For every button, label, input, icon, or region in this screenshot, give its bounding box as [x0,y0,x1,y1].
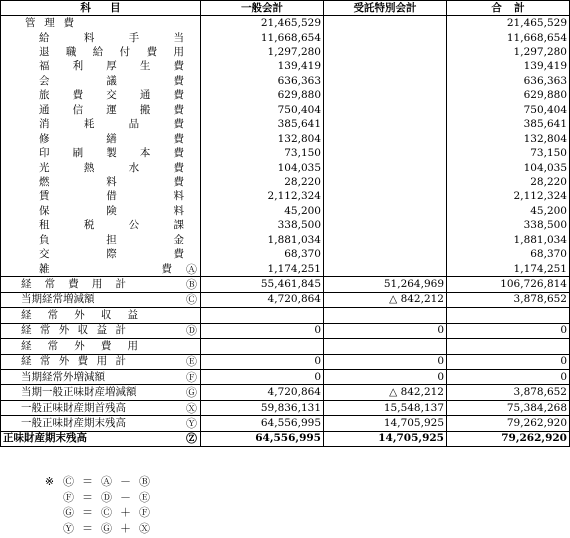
cell-general: 45,200 [201,204,324,218]
cell-trust: 51,264,969 [324,277,447,292]
row-marker: Ⓒ [186,293,197,307]
row-marker: Ⓧ [186,401,197,415]
formula-token: Ⓕ [63,490,74,504]
row-label-text: 修 繕 費 [39,132,184,145]
row-label-text: 一般正味財産期末残高 [21,416,126,429]
cell-trust [324,16,447,31]
cell-total: 0 [447,354,570,369]
header-subject: 科 目 [1,1,201,16]
formula-token: Ⓔ [139,490,150,504]
row-label-text: 経 常 外 費 用 [21,339,138,352]
row-label [1,400,201,415]
row-label-text: 当期経常外増減額 [21,370,105,383]
header-general: 一般会計 [201,1,324,16]
cell-total: 21,465,529 [447,16,570,31]
table-row [1,308,570,323]
row-label [1,277,201,292]
row-label-text: 消 耗 品 費 [39,118,184,131]
row-label-text: 正味財産期末残高 [3,432,87,445]
cell-total: 385,641 [447,118,570,132]
cell-total: 68,370 [447,247,570,261]
row-label-text: 燃 料 費 [39,175,184,188]
row-label-text: 雑 費 [39,262,172,275]
row-label [1,219,201,233]
cell-trust [324,247,447,261]
cell-trust [324,132,447,146]
row-label [1,233,201,247]
row-label-text: 退 職 給 付 費 用 [39,46,184,59]
cell-general: 59,836,131 [201,400,324,415]
table-row [1,292,570,307]
row-label [1,308,201,323]
cell-total: 1,297,280 [447,45,570,59]
cell-total: 338,500 [447,219,570,233]
row-label-text: 賃 借 料 [39,190,184,203]
cell-trust [324,74,447,88]
row-label [1,190,201,204]
table-row [1,60,570,74]
formula-token [40,521,59,537]
cell-general: 385,641 [201,118,324,132]
cell-general: 73,150 [201,146,324,160]
cell-total: 79,262,920 [447,431,570,446]
cell-total: 11,668,654 [447,31,570,45]
row-marker: Ⓔ [186,355,197,369]
row-label-text: 通 信 運 搬 費 [39,103,184,116]
cell-trust: 15,548,137 [324,400,447,415]
cell-trust [324,31,447,45]
cell-total: 1,174,251 [447,262,570,277]
table-row [1,16,570,31]
row-label-text: 光 熱 水 費 [39,161,184,174]
row-label [1,175,201,189]
cell-total: 79,262,920 [447,416,570,431]
formula-token: Ⓕ [139,506,150,520]
row-label-text: 経 常 外 収 益 [21,308,138,321]
row-label-text: 経 常 外 収 益 計 [21,324,126,337]
row-label-text: 会 議 費 [39,74,184,87]
cell-trust [324,190,447,204]
table-row [1,354,570,369]
formula-token: ＝ [82,521,93,535]
cell-trust [324,60,447,74]
row-label-text: 管 理 費 [25,17,74,30]
cell-total: 104,035 [447,161,570,175]
cell-total: 3,878,652 [447,292,570,307]
cell-trust: 0 [324,323,447,338]
cell-general: 1,174,251 [201,262,324,277]
formula-token: － [120,490,131,504]
row-label-text: 旅 費 交 通 費 [39,89,184,102]
cell-trust [324,118,447,132]
cell-total: 3,878,652 [447,385,570,400]
cell-trust: 14,705,925 [324,416,447,431]
cell-general: 338,500 [201,219,324,233]
cell-general: 750,404 [201,103,324,117]
formula-token: Ⓐ [101,475,112,488]
table-row [1,103,570,117]
header-total: 合 計 [447,1,570,16]
cell-general: 0 [201,323,324,338]
row-label [1,60,201,74]
cell-trust: △ 842,212 [324,385,447,400]
row-label [1,385,201,400]
table-row [1,247,570,261]
row-label [1,74,201,88]
table-row [1,118,570,132]
formula-token: ＝ [82,490,93,504]
cell-trust: △ 842,212 [324,292,447,307]
table-row [1,431,570,446]
formula-line [40,490,154,506]
row-label [1,262,201,277]
table-row [1,277,570,292]
formula-line [40,505,154,521]
cell-general: 4,720,864 [201,385,324,400]
cell-total [447,308,570,323]
cell-trust: 0 [324,354,447,369]
header-trust: 受託特別会計 [324,1,447,16]
formula-token: ＋ [120,521,131,535]
cell-general: 68,370 [201,247,324,261]
row-label [1,45,201,59]
formula-token [40,505,59,521]
cell-total: 132,804 [447,132,570,146]
cell-general: 1,881,034 [201,233,324,247]
cell-total: 0 [447,323,570,338]
table-row [1,190,570,204]
cell-general: 0 [201,354,324,369]
formula-line [40,521,154,537]
formula-notes [40,474,154,536]
cell-general: 132,804 [201,132,324,146]
cell-general: 55,461,845 [201,277,324,292]
cell-trust [324,308,447,323]
formula-token: Ⓓ [101,490,112,504]
table-row [1,31,570,45]
formula-token: Ⓖ [101,521,112,535]
row-label [1,89,201,103]
row-label-text: 当期経常増減額 [21,293,95,306]
cell-trust [324,233,447,247]
row-label [1,292,201,307]
row-label [1,369,201,384]
cell-total: 0 [447,369,570,384]
row-label [1,103,201,117]
row-marker: Ⓖ [186,386,197,400]
row-marker: Ⓨ [186,416,197,430]
cell-total [447,339,570,354]
formula-token: ※ [44,475,55,488]
row-label [1,354,201,369]
row-marker: Ⓐ [186,262,197,276]
formula-token: ＝ [82,475,93,488]
row-label [1,161,201,175]
formula-token: Ⓖ [63,506,74,520]
table-row [1,175,570,189]
cell-total: 28,220 [447,175,570,189]
cell-total: 1,881,034 [447,233,570,247]
formula-token: Ⓑ [139,475,150,488]
cell-general: 28,220 [201,175,324,189]
formula-token: Ⓒ [101,506,112,520]
cell-general: 104,035 [201,161,324,175]
cell-general: 1,297,280 [201,45,324,59]
cell-total: 750,404 [447,103,570,117]
table-row [1,385,570,400]
cell-trust [324,262,447,277]
row-marker: Ⓑ [186,278,197,292]
cell-total: 2,112,324 [447,190,570,204]
cell-trust [324,204,447,218]
cell-total: 75,384,268 [447,400,570,415]
row-label [1,339,201,354]
row-marker: Ⓓ [186,324,197,338]
table-row [1,146,570,160]
table-row [1,161,570,175]
row-label [1,16,201,31]
cell-general: 139,419 [201,60,324,74]
formula-token: Ⓨ [63,521,74,535]
cell-general: 0 [201,369,324,384]
row-label-text: 租 税 公 課 [39,219,184,232]
row-label-text: 交 際 費 [39,248,184,261]
table-row [1,369,570,384]
cell-trust [324,339,447,354]
row-marker: Ⓕ [186,370,197,384]
cell-total: 73,150 [447,146,570,160]
row-label-text: 経 常 費 用 計 [21,278,126,291]
formula-token: ＋ [120,506,131,520]
table-row [1,400,570,415]
row-label-text: 負 担 金 [39,233,184,246]
cell-general: 636,363 [201,74,324,88]
table-row [1,339,570,354]
header-row [1,1,570,16]
cell-general: 629,880 [201,89,324,103]
row-label [1,323,201,338]
cell-general: 64,556,995 [201,431,324,446]
table-row [1,45,570,59]
row-label [1,146,201,160]
cell-general: 21,465,529 [201,16,324,31]
table-row [1,132,570,146]
row-label [1,247,201,261]
cell-general [201,339,324,354]
row-label [1,31,201,45]
row-label-text: 一般正味財産期首残高 [21,401,126,414]
cell-trust [324,89,447,103]
formula-token: Ⓧ [139,521,150,535]
formula-line [40,474,154,490]
row-label [1,132,201,146]
cell-trust [324,175,447,189]
cell-trust: 0 [324,369,447,384]
table-row [1,233,570,247]
cell-general: 2,112,324 [201,190,324,204]
cell-trust: 14,705,925 [324,431,447,446]
formula-token [40,490,59,506]
table-row [1,416,570,431]
cell-total: 106,726,814 [447,277,570,292]
cell-total: 45,200 [447,204,570,218]
table-row [1,204,570,218]
cell-trust [324,219,447,233]
cell-general [201,308,324,323]
table-row [1,89,570,103]
cell-total: 636,363 [447,74,570,88]
formula-token: Ⓒ [63,475,74,488]
row-label [1,431,201,446]
cell-trust [324,161,447,175]
row-label-text: 当期一般正味財産増減額 [21,386,137,399]
row-marker: Ⓩ [186,432,197,446]
cell-total: 629,880 [447,89,570,103]
cell-trust [324,45,447,59]
table-row [1,323,570,338]
cell-total: 139,419 [447,60,570,74]
row-label-text: 印 刷 製 本 費 [39,147,184,160]
cell-general: 64,556,995 [201,416,324,431]
cell-general: 4,720,864 [201,292,324,307]
formula-token: － [120,475,131,488]
table-row [1,74,570,88]
row-label-text: 福 利 厚 生 費 [39,60,184,73]
row-label-text: 保 険 料 [39,204,184,217]
cell-trust [324,146,447,160]
cell-general: 11,668,654 [201,31,324,45]
row-label [1,118,201,132]
row-label-text: 経 常 外 費 用 計 [21,355,126,368]
row-label [1,204,201,218]
cell-trust [324,103,447,117]
table-row [1,262,570,277]
row-label-text: 給 料 手 当 [39,31,184,44]
table-row [1,219,570,233]
formula-token: ＝ [82,506,93,520]
row-label [1,416,201,431]
